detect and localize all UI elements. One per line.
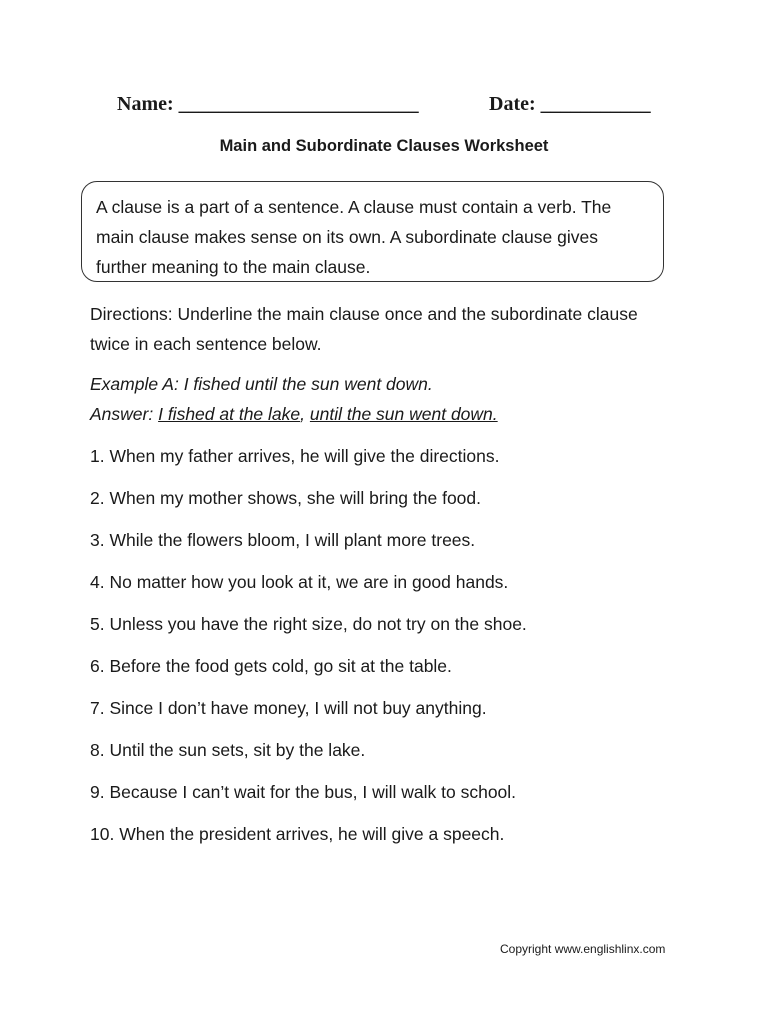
question-item: 2. When my mother shows, she will bring the food. [90, 488, 482, 508]
question-item: 1. When my father arrives, he will give the directions. [90, 446, 500, 466]
question-item: 8. Until the sun sets, sit by the lake. [90, 740, 366, 760]
question-item: 7. Since I don’t have money, I will not buy anything. [90, 698, 487, 718]
question-list [90, 441, 527, 861]
date-field[interactable] [489, 93, 651, 116]
name-blank[interactable]: ________________________ [178, 93, 419, 115]
definition-line: A clause is a part of a sentence. A clause must contain a verb. The [96, 197, 612, 217]
answer-separator: , [300, 404, 306, 424]
example-question: Example A: I fished until the sun went down. [90, 374, 433, 394]
question-item: 5. Unless you have the right size, do not try on the shoe. [90, 614, 527, 634]
answer-main-clause: I fished at the lake [158, 404, 301, 424]
definition-line: further meaning to the main clause. [96, 257, 371, 277]
question-item: 6. Before the food gets cold, go sit at the table. [90, 656, 452, 676]
question-item: 4. No matter how you look at it, we are in good hands. [90, 572, 509, 592]
date-blank[interactable]: ___________ [540, 93, 651, 115]
example [90, 369, 498, 429]
question-item: 9. Because I can’t wait for the bus, I will walk to school. [90, 782, 517, 802]
question-item: 3. While the flowers bloom, I will plant more trees. [90, 530, 476, 550]
name-label: Name: [117, 93, 174, 115]
definition-line: main clause makes sense on its own. A subordinate clause gives [96, 227, 598, 247]
answer-subordinate-clause: until the sun went down. [309, 404, 498, 424]
worksheet-title: Main and Subordinate Clauses Worksheet [219, 137, 549, 155]
date-label: Date: [489, 93, 536, 115]
directions [90, 299, 638, 359]
definition-box [81, 181, 664, 282]
question-item: 10. When the president arrives, he will give a speech. [90, 824, 505, 844]
directions-line: Directions: Underline the main clause once and the subordinate clause [90, 304, 638, 324]
answer-label: Answer: [90, 404, 154, 424]
example-answer [90, 399, 498, 429]
name-field[interactable] [117, 93, 419, 116]
directions-line: twice in each sentence below. [90, 334, 322, 354]
copyright-notice: Copyright www.englishlinx.com [500, 942, 666, 956]
